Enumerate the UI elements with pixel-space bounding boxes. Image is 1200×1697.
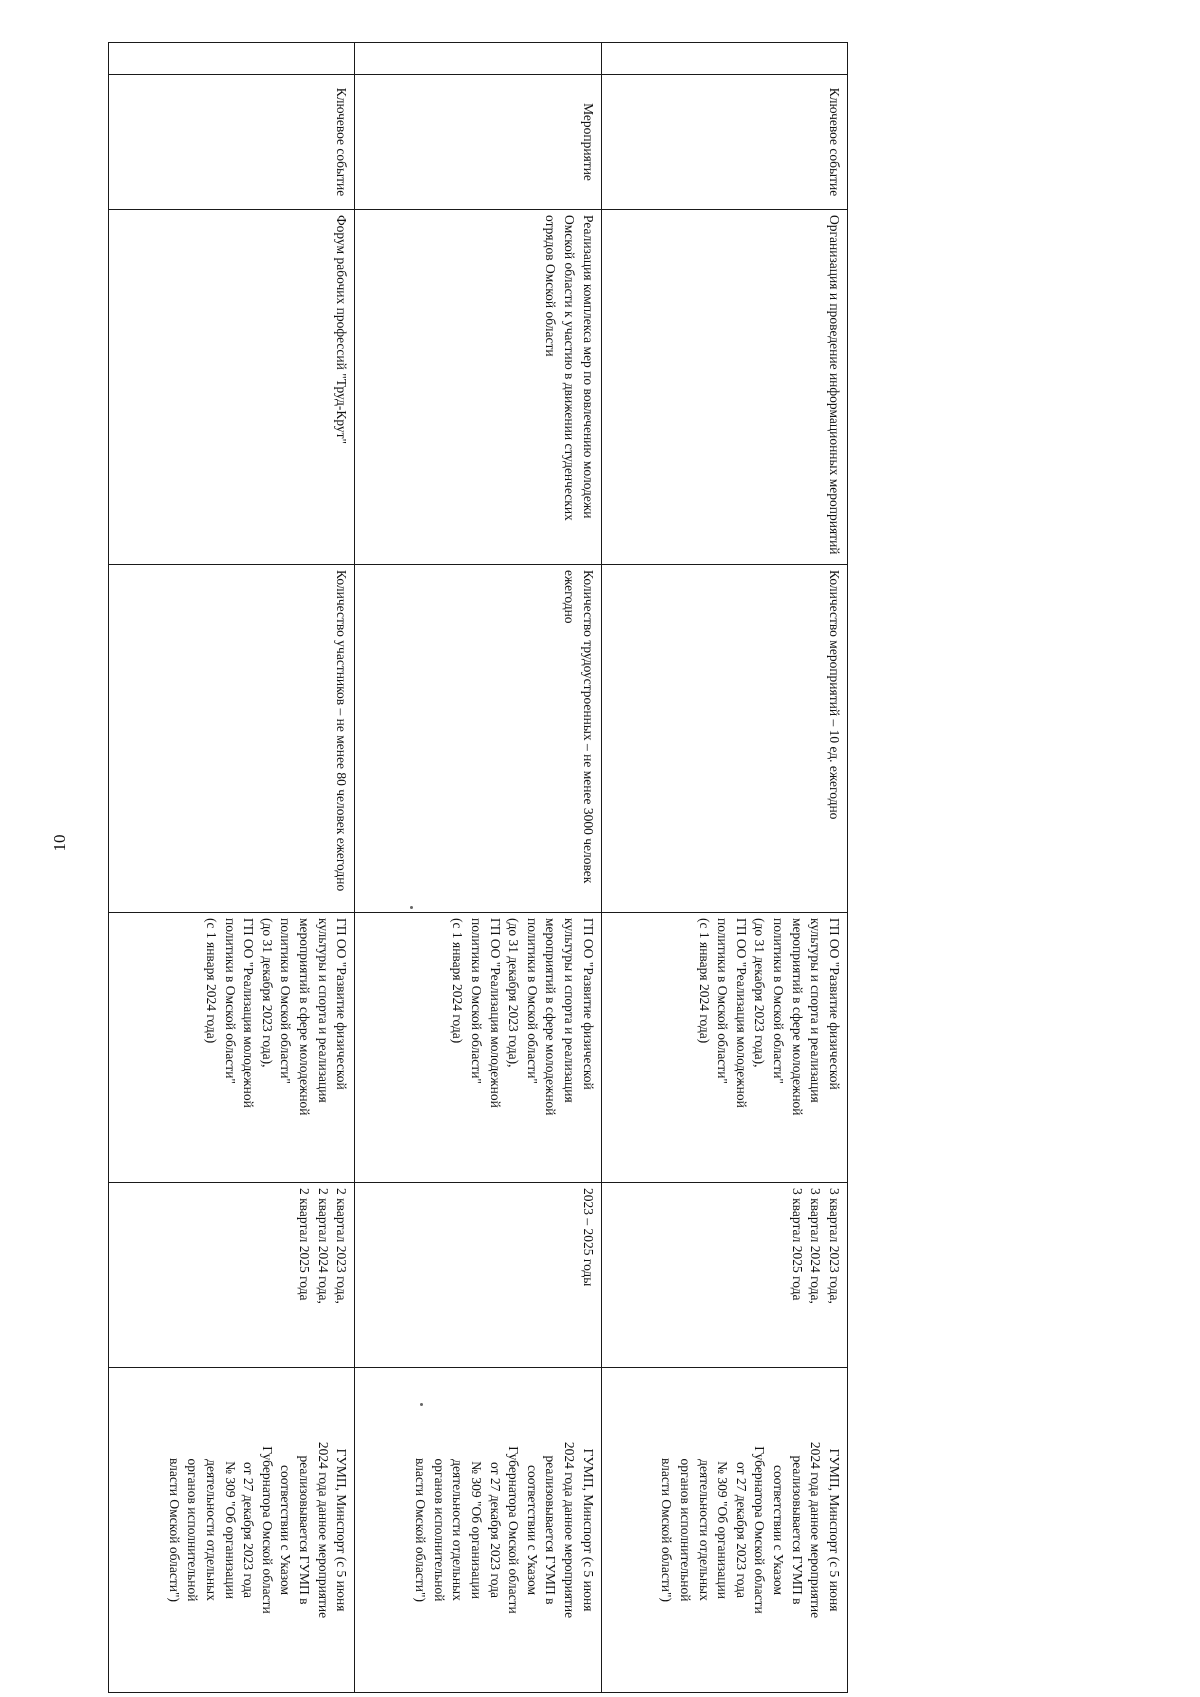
deadline-line: 2 квартал 2023 года, xyxy=(334,1188,350,1304)
index-cell xyxy=(355,43,601,75)
deadline-line: 2023 – 2025 годы xyxy=(580,1188,596,1287)
responsible-line: соответствии с Указом xyxy=(771,1464,787,1596)
responsible-line: соответствии с Указом xyxy=(278,1464,294,1596)
responsible-line: от 27 декабря 2023 года xyxy=(241,1462,257,1598)
responsible-line: власти Омской области") xyxy=(413,1457,429,1603)
responsible-cell xyxy=(355,1368,601,1693)
program-line: мероприятий в сфере молодежной xyxy=(789,918,805,1116)
responsible-line: ГУМП, Минспорт (с 5 июня xyxy=(827,1448,842,1612)
responsible-line: от 27 декабря 2023 года xyxy=(733,1462,749,1598)
program-line: ГП ОО "Реализация молодежной xyxy=(241,918,257,1108)
program-line: мероприятий в сфере молодежной xyxy=(543,918,559,1116)
program-line: культуры и спорта и реализация xyxy=(808,918,824,1103)
program-line: политики в Омской области" xyxy=(222,918,238,1084)
responsible-line: органов исполнительной xyxy=(678,1458,693,1602)
program-line: культуры и спорта и реализация xyxy=(562,918,578,1103)
program-line: политики в Омской области" xyxy=(468,918,484,1084)
indicator-cell: Количество трудоустроенных – не менее 3000 человек ежегодно xyxy=(355,565,601,913)
index-cell xyxy=(109,43,355,75)
program-cell xyxy=(355,913,601,1183)
responsible-line: № 309 "Об организации xyxy=(715,1461,731,1599)
index-cell xyxy=(601,43,847,75)
deadline-cell xyxy=(601,1183,847,1368)
program-line: (до 31 декабря 2023 года), xyxy=(259,918,275,1068)
responsible-line: органов исполнительной xyxy=(431,1458,447,1602)
responsible-line: органов исполнительной xyxy=(185,1458,201,1602)
responsible-line: от 27 декабря 2023 года xyxy=(487,1462,503,1598)
responsible-line: деятельности отдельных xyxy=(450,1459,466,1601)
table-container xyxy=(108,42,848,1692)
program-line: политики в Омской области" xyxy=(771,918,787,1084)
deadline-cell xyxy=(355,1183,601,1368)
responsible-line: реализовывается ГУМП в xyxy=(297,1455,313,1605)
responsible-line: ГУМП, Минспорт (с 5 июня xyxy=(334,1448,350,1612)
responsible-line: № 309 "Об организации xyxy=(468,1461,484,1599)
deadline-line: 3 квартал 2024 года, xyxy=(808,1188,824,1304)
responsible-line: деятельности отдельных xyxy=(696,1459,712,1601)
program-line: (с 1 января 2024 года) xyxy=(696,918,712,1044)
event-name-cell: Форум рабочих профессий "Труд-Крут" xyxy=(109,210,355,565)
responsible-line: власти Омской области") xyxy=(659,1457,675,1603)
table-row xyxy=(601,43,847,1693)
deadline-line: 2 квартал 2025 года xyxy=(297,1188,313,1301)
program-line: политики в Омской области" xyxy=(524,918,540,1084)
responsible-cell xyxy=(109,1368,355,1693)
program-line: ГП ОО "Реализация молодежной xyxy=(733,918,749,1108)
responsible-line: Губернатора Омской области xyxy=(259,1446,275,1614)
event-type-cell: Ключевое событие xyxy=(601,75,847,210)
events-table xyxy=(108,42,848,1693)
responsible-line: деятельности отдельных xyxy=(203,1459,219,1601)
program-line: мероприятий в сфере молодежной xyxy=(297,918,313,1116)
deadline-line: 3 квартал 2025 года xyxy=(789,1188,805,1301)
program-line: (с 1 января 2024 года) xyxy=(203,918,219,1044)
responsible-line: реализовывается ГУМП в xyxy=(543,1455,559,1605)
responsible-line: 2024 года данное мероприятие xyxy=(808,1441,824,1619)
program-line: культуры и спорта и реализация xyxy=(315,918,331,1103)
program-line: ГП ОО "Развитие физической xyxy=(580,918,596,1090)
table-row xyxy=(109,43,355,1693)
responsible-line: реализовывается ГУМП в xyxy=(789,1455,805,1605)
indicator-cell: Количество мероприятий – 10 ед. ежегодно xyxy=(601,565,847,913)
program-line: ГП ОО "Развитие физической xyxy=(827,918,842,1090)
responsible-line: 2024 года данное мероприятие xyxy=(315,1441,331,1619)
event-type-cell: Мероприятие xyxy=(355,75,601,210)
responsible-line: Губернатора Омской области xyxy=(506,1446,522,1614)
event-name-cell: Реализация комплекса мер по вовлечению молодежи Омской области к участию в движении студенческих отрядов Омской области xyxy=(355,210,601,565)
program-line: политики в Омской области" xyxy=(278,918,294,1084)
responsible-line: власти Омской области") xyxy=(166,1457,182,1603)
indicator-cell: Количество участников – не менее 80 человек ежегодно xyxy=(109,565,355,913)
program-cell xyxy=(601,913,847,1183)
responsible-cell xyxy=(601,1368,847,1693)
responsible-line: 2024 года данное мероприятие xyxy=(562,1441,578,1619)
responsible-line: ГУМП, Минспорт (с 5 июня xyxy=(580,1448,596,1612)
deadline-line: 3 квартал 2023 года, xyxy=(827,1188,842,1304)
program-line: (до 31 декабря 2023 года), xyxy=(752,918,768,1068)
program-line: политики в Омской области" xyxy=(715,918,731,1084)
event-name-cell: Организация и проведение информационных мероприятий xyxy=(601,210,847,565)
deadline-line: 2 квартал 2024 года, xyxy=(315,1188,331,1304)
event-type-cell: Ключевое событие xyxy=(109,75,355,210)
responsible-line: Губернатора Омской области xyxy=(752,1446,768,1614)
program-line: ГП ОО "Реализация молодежной xyxy=(487,918,503,1108)
responsible-line: соответствии с Указом xyxy=(524,1464,540,1596)
table-row xyxy=(355,43,601,1693)
program-line: ГП ОО "Развитие физической xyxy=(334,918,350,1090)
page-number: 10 xyxy=(50,834,69,852)
deadline-cell xyxy=(109,1183,355,1368)
program-line: (с 1 января 2024 года) xyxy=(450,918,466,1044)
program-cell xyxy=(109,913,355,1183)
responsible-line: № 309 "Об организации xyxy=(222,1461,238,1599)
program-line: (до 31 декабря 2023 года), xyxy=(506,918,522,1068)
